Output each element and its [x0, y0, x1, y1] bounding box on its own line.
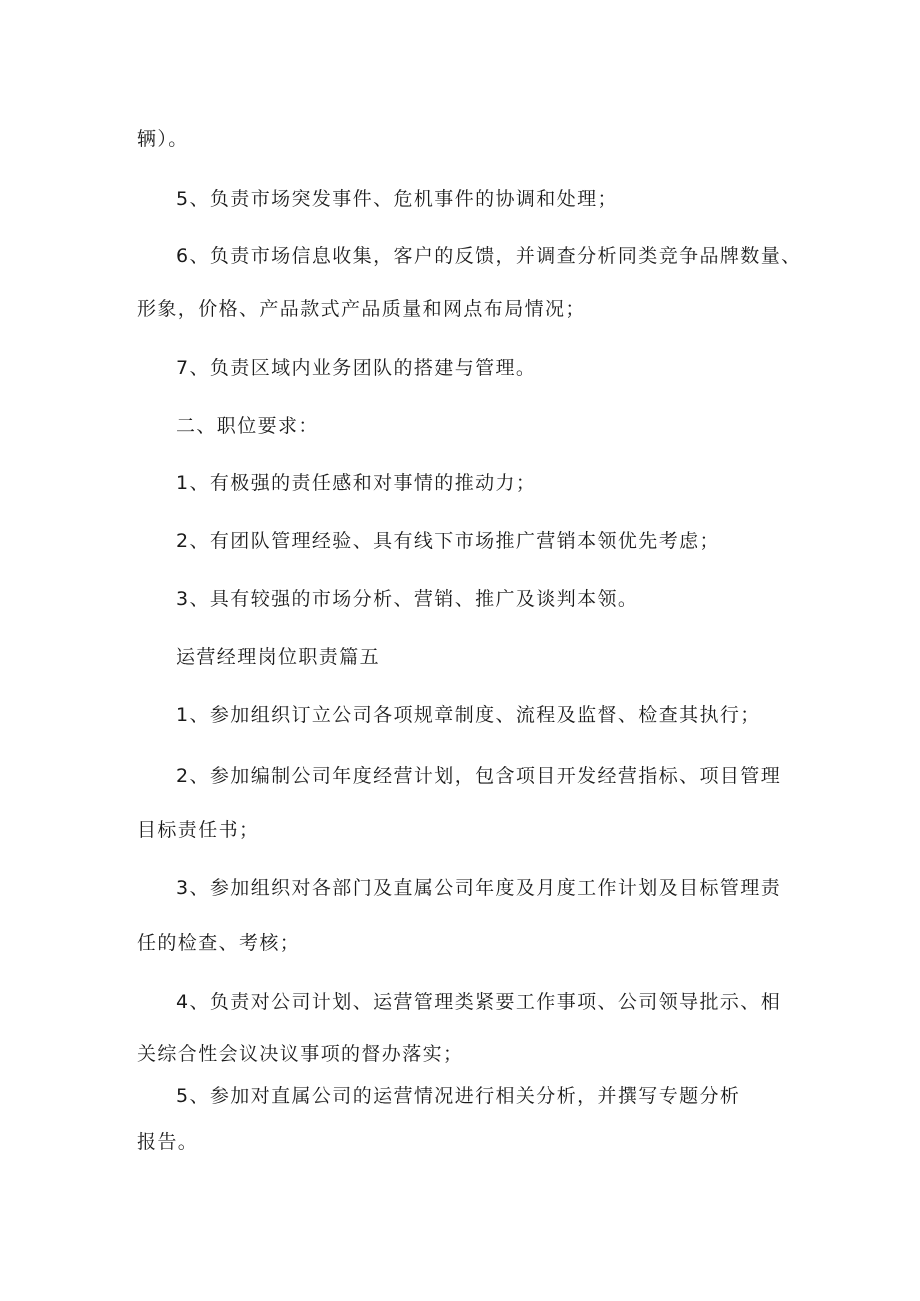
text-line-1: 辆）。 — [137, 128, 189, 150]
text-line-3: 6、负责市场信息收集，客户的反馈，并调查分析同类竞争品牌数量、 — [176, 245, 802, 267]
text-line-17: 关综合性会议决议事项的督办落实； — [137, 1043, 464, 1065]
text-line-15: 任的检查、考核； — [137, 932, 301, 954]
text-line-2: 5、负责市场突发事件、危机事件的协调和处理； — [176, 188, 618, 210]
text-line-12: 2、参加编制公司年度经营计划，包含项目开发经营指标、项目管理 — [176, 765, 782, 787]
text-line-19: 报告。 — [137, 1131, 199, 1153]
text-line-14: 3、参加组织对各部门及直属公司年度及月度工作计划及目标管理责 — [176, 877, 782, 899]
text-line-16: 4、负责对公司计划、运营管理类紧要工作事项、公司领导批示、相 — [176, 991, 782, 1013]
text-line-5: 7、负责区域内业务团队的搭建与管理。 — [176, 357, 537, 379]
text-line-18: 5、参加对直属公司的运营情况进行相关分析，并撰写专题分析 — [176, 1085, 741, 1107]
section-heading: 二、职位要求： — [176, 415, 319, 437]
text-line-8: 2、有团队管理经验、具有线下市场推广营销本领优先考虑； — [176, 530, 720, 552]
text-line-4: 形象，价格、产品款式产品质量和网点布局情况； — [137, 298, 586, 320]
text-line-9: 3、具有较强的市场分析、营销、推广及谈判本领。 — [176, 588, 639, 610]
text-line-7: 1、有极强的责任感和对事情的推动力； — [176, 472, 537, 494]
text-line-13: 目标责任书； — [137, 819, 260, 841]
text-line-11: 1、参加组织订立公司各项规章制度、流程及监督、检查其执行； — [176, 704, 761, 726]
article-title: 运营经理岗位职责篇五 — [176, 646, 381, 668]
